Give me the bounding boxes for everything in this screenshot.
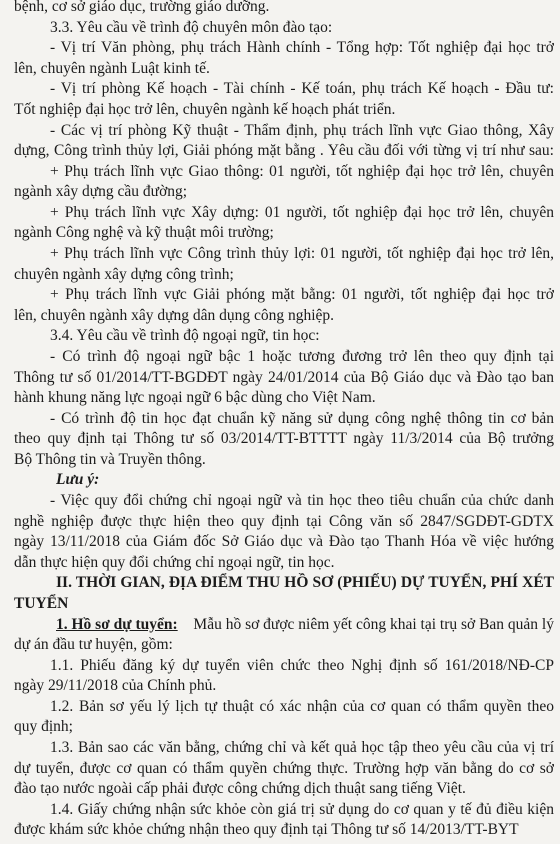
text-line: + Phụ trách lĩnh vực Công trình thủy lợi: 01 người, tốt nghiệp đại học trở lên,	[50, 245, 554, 263]
text-line: theo quy định tại Thông tư số 03/2014/TT-BTTTT ngày 11/3/2014 của Bộ trưởng	[14, 430, 554, 448]
text-line: ngày 29/11/2018 của Chính phủ.	[14, 677, 217, 695]
text-line: dẫn thực hiện quy đổi chứng chỉ ngoại ngữ, tin học.	[14, 553, 335, 571]
text-line: ngành Công nghệ và kỹ thuật môi trường;	[14, 224, 274, 242]
text-line: quy định;	[14, 718, 73, 736]
text-line: 1.1. Phiếu đăng ký dự tuyển viên chức theo Nghị định số 161/2018/NĐ-CP	[50, 656, 554, 674]
text-line: - Vị trí phòng Kế hoạch - Tài chính - Kế toán, phụ trách Kế hoạch - Đầu tư:	[50, 80, 554, 98]
text-line: - Vị trí Văn phòng, phụ trách Hành chính - Tổng hợp: Tốt nghiệp đại học trở	[50, 39, 554, 57]
chapter-heading-cont: TUYỂN	[14, 594, 69, 612]
item-heading: 1. Hồ sơ dự tuyển:	[56, 615, 178, 633]
text-line: ngày 13/11/2018 của Giám đốc Sở Giáo dục và Đào tạo Thanh Hóa về việc hướng	[14, 533, 554, 551]
text-line: Tốt nghiệp đại học trở lên, chuyên ngành kế hoạch phát triển.	[14, 100, 396, 118]
text-line: nghề nghiệp được thực hiện theo quy định tại Công văn số 2847/SGDĐT-GDTX	[14, 512, 554, 530]
text-line: hành khung năng lực ngoại ngữ 6 bậc dùng cho Việt Nam.	[14, 389, 376, 407]
text-line: đào tạo nước ngoài cấp phải được công chứng dịch thuật sang tiếng Việt.	[14, 780, 466, 798]
text-line: chuyên ngành xây dựng công trình;	[14, 265, 234, 283]
text-line: + Phụ trách lĩnh vực Xây dựng: 01 người, tốt nghiệp đại học trở lên, chuyên	[50, 203, 554, 221]
text-line	[56, 615, 554, 636]
text-line: bệnh, cơ sở giáo dục, trường giáo dưỡng.	[14, 0, 270, 15]
text-line: - Các vị trí phòng Kỹ thuật - Thẩm định, phụ trách lĩnh vực Giao thông, Xây	[50, 121, 554, 139]
text-line: được khám sức khỏe chứng nhận theo quy định tại Thông tư số 14/2013/TT-BYT	[14, 821, 519, 839]
text-line: + Phụ trách lĩnh vực Giải phóng mặt bằng: 01 người, tốt nghiệp đại học trở	[50, 286, 554, 304]
text-line: Thông tư số 01/2014/TT-BGDĐT ngày 24/01/2014 của Bộ Giáo dục và Đào tạo ban	[14, 368, 554, 386]
text-line: lên, chuyên ngành xây dựng dân dụng công nghiệp.	[14, 306, 335, 324]
section-heading: 3.3. Yêu cầu về trình độ chuyên môn đào tạo:	[50, 18, 333, 36]
text-line: 1.2. Bản sơ yếu lý lịch tự thuật có xác nhận của cơ quan có thẩm quyền theo	[50, 697, 554, 715]
text-line: + Phụ trách lĩnh vực Giao thông: 01 người, tốt nghiệp đại học trở lên, chuyên	[50, 162, 554, 180]
text-line: lên, chuyên ngành Luật kinh tế.	[14, 59, 210, 77]
text-line: - Có trình độ tin học đạt chuẩn kỹ năng sử dụng công nghệ thông tin cơ bản	[50, 409, 554, 427]
text-span: Mẫu hồ sơ được niêm yết công khai tại trụ sở Ban quản lý	[193, 615, 554, 633]
text-line: Bộ Thông tin và Truyền thông.	[14, 450, 206, 468]
text-line: dự tuyển, được cơ quan có thẩm quyền chứng thực. Trường hợp văn bằng do cơ sở	[14, 759, 554, 777]
text-line: 1.3. Bản sao các văn bằng, chứng chỉ và kết quả học tập theo yêu cầu của vị trí	[50, 739, 554, 757]
text-line: - Việc quy đổi chứng chỉ ngoại ngữ và tin học theo tiêu chuẩn của chức danh	[50, 492, 554, 510]
chapter-heading: II. THỜI GIAN, ĐỊA ĐIỂM THU HỒ SƠ (PHIẾU) DỰ TUYỂN, PHÍ XÉT	[56, 574, 554, 592]
note-heading: Lưu ý:	[56, 471, 100, 489]
text-line: - Có trình độ ngoại ngữ bậc 1 hoặc tương đương trở lên theo quy định tại	[50, 347, 554, 365]
text-line: dựng, Công trình thủy lợi, Giải phóng mặt bằng . Yêu cầu đối với từng vị trí như sau:	[14, 142, 554, 160]
text-line: ngành xây dựng cầu đường;	[14, 183, 188, 201]
section-heading: 3.4. Yêu cầu về trình độ ngoại ngữ, tin học:	[50, 327, 320, 345]
text-line: dự án đầu tư huyện, gồm:	[14, 636, 173, 654]
text-line: 1.4. Giấy chứng nhận sức khỏe còn giá trị sử dụng do cơ quan y tế đủ điều kiện	[50, 800, 554, 818]
